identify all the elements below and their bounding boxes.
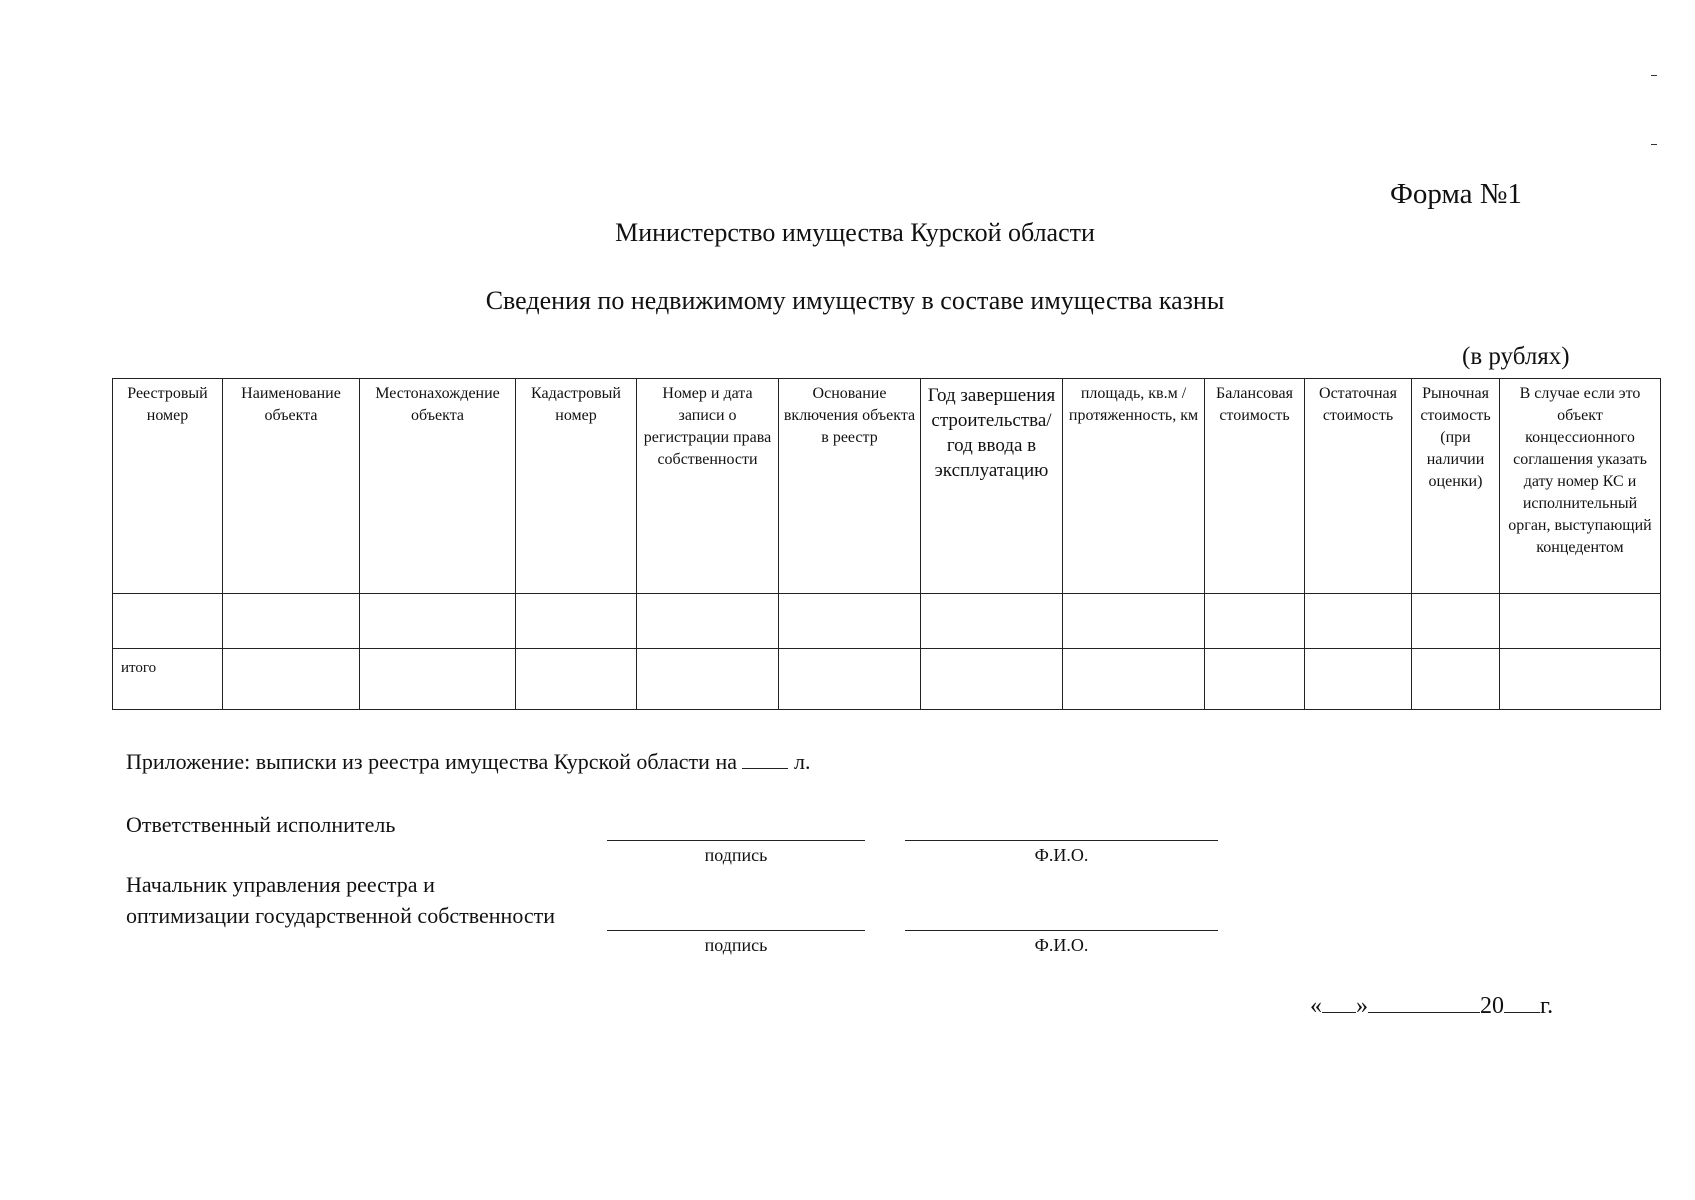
responsible-executor-label: Ответственный исполнитель: [126, 812, 396, 837]
header-registry-number: Реестровый номер: [113, 379, 223, 594]
total-label: итого: [113, 649, 223, 710]
table-cell: [223, 594, 360, 649]
table-cell: [1500, 649, 1661, 710]
currency-note: (в рублях): [1462, 343, 1570, 370]
table-header-row: [113, 379, 1661, 594]
header-construction-year: Год завершения строительства/ год ввода в эксплуатацию: [921, 379, 1063, 594]
responsible-name-caption: Ф.И.О.: [1034, 845, 1089, 865]
appendix-suffix: л.: [793, 749, 811, 774]
table-total-row: [113, 649, 1661, 710]
table-cell: [1305, 649, 1412, 710]
organization-title: Министерство имущества Курской области: [615, 218, 1095, 247]
table-cell: [516, 594, 637, 649]
table-row: [113, 594, 1661, 649]
date-open-quote: «: [1310, 993, 1322, 1019]
table-cell: [1205, 649, 1305, 710]
head-label-line2: оптимизации государственной собственности: [126, 903, 556, 928]
table-cell: [1063, 594, 1205, 649]
date-month-blank: [1368, 992, 1480, 1013]
table-cell: [360, 594, 516, 649]
table-cell: [1063, 649, 1205, 710]
form-number: Форма №1: [1390, 178, 1522, 210]
table-cell: [1205, 594, 1305, 649]
table-cell: [1412, 594, 1500, 649]
head-name-line: [905, 930, 1218, 931]
table-cell: [779, 594, 921, 649]
date-year-prefix: 20: [1480, 993, 1504, 1019]
head-signature-line: [607, 930, 865, 931]
document-title: Сведения по недвижимому имуществу в составе имущества казны: [485, 286, 1225, 315]
table-cell: [921, 649, 1063, 710]
table-cell: [516, 649, 637, 710]
scan-mark: [1651, 75, 1657, 76]
date-close-quote: »: [1356, 993, 1368, 1019]
scan-mark: [1651, 144, 1657, 145]
header-cadastral-number: Кадастровый номер: [516, 379, 637, 594]
table-cell: [779, 649, 921, 710]
header-area-length: площадь, кв.м / протяженность, км: [1063, 379, 1205, 594]
table-cell: [637, 594, 779, 649]
table-cell: [921, 594, 1063, 649]
header-object-name: Наименование объекта: [223, 379, 360, 594]
table-cell: [113, 594, 223, 649]
table-cell: [360, 649, 516, 710]
head-name-caption: Ф.И.О.: [1034, 935, 1089, 955]
property-register-table: [112, 378, 1661, 710]
header-object-location: Местонахождение объекта: [360, 379, 516, 594]
appendix-line: [126, 748, 810, 775]
table-cell: [1412, 649, 1500, 710]
header-market-value: Рыночная стоимость (при наличии оценки): [1412, 379, 1500, 594]
date-year-blank: [1504, 992, 1540, 1013]
appendix-page-count-blank: [742, 748, 788, 769]
header-inclusion-basis: Основание включения объекта в реестр: [779, 379, 921, 594]
table-cell: [637, 649, 779, 710]
table-cell: [1500, 594, 1661, 649]
head-signature-caption: подпись: [704, 935, 768, 955]
header-concession-info: В случае если это объект концессионного соглашения указать дату номер КС и исполнительный орган, выступающий концедентом: [1500, 379, 1661, 594]
head-label-line1: Начальник управления реестра и: [126, 872, 435, 897]
header-book-value: Балансовая стоимость: [1205, 379, 1305, 594]
date-line: [1310, 992, 1553, 1020]
responsible-name-line: [905, 840, 1218, 841]
appendix-text: Приложение: выписки из реестра имущества Курской области на: [126, 749, 737, 774]
responsible-signature-line: [607, 840, 865, 841]
table-cell: [1305, 594, 1412, 649]
table-cell: [223, 649, 360, 710]
responsible-signature-caption: подпись: [704, 845, 768, 865]
date-day-blank: [1322, 992, 1356, 1013]
date-year-suffix: г.: [1540, 993, 1554, 1019]
header-registration-record: Номер и дата записи о регистрации права собственности: [637, 379, 779, 594]
header-residual-value: Остаточная стоимость: [1305, 379, 1412, 594]
